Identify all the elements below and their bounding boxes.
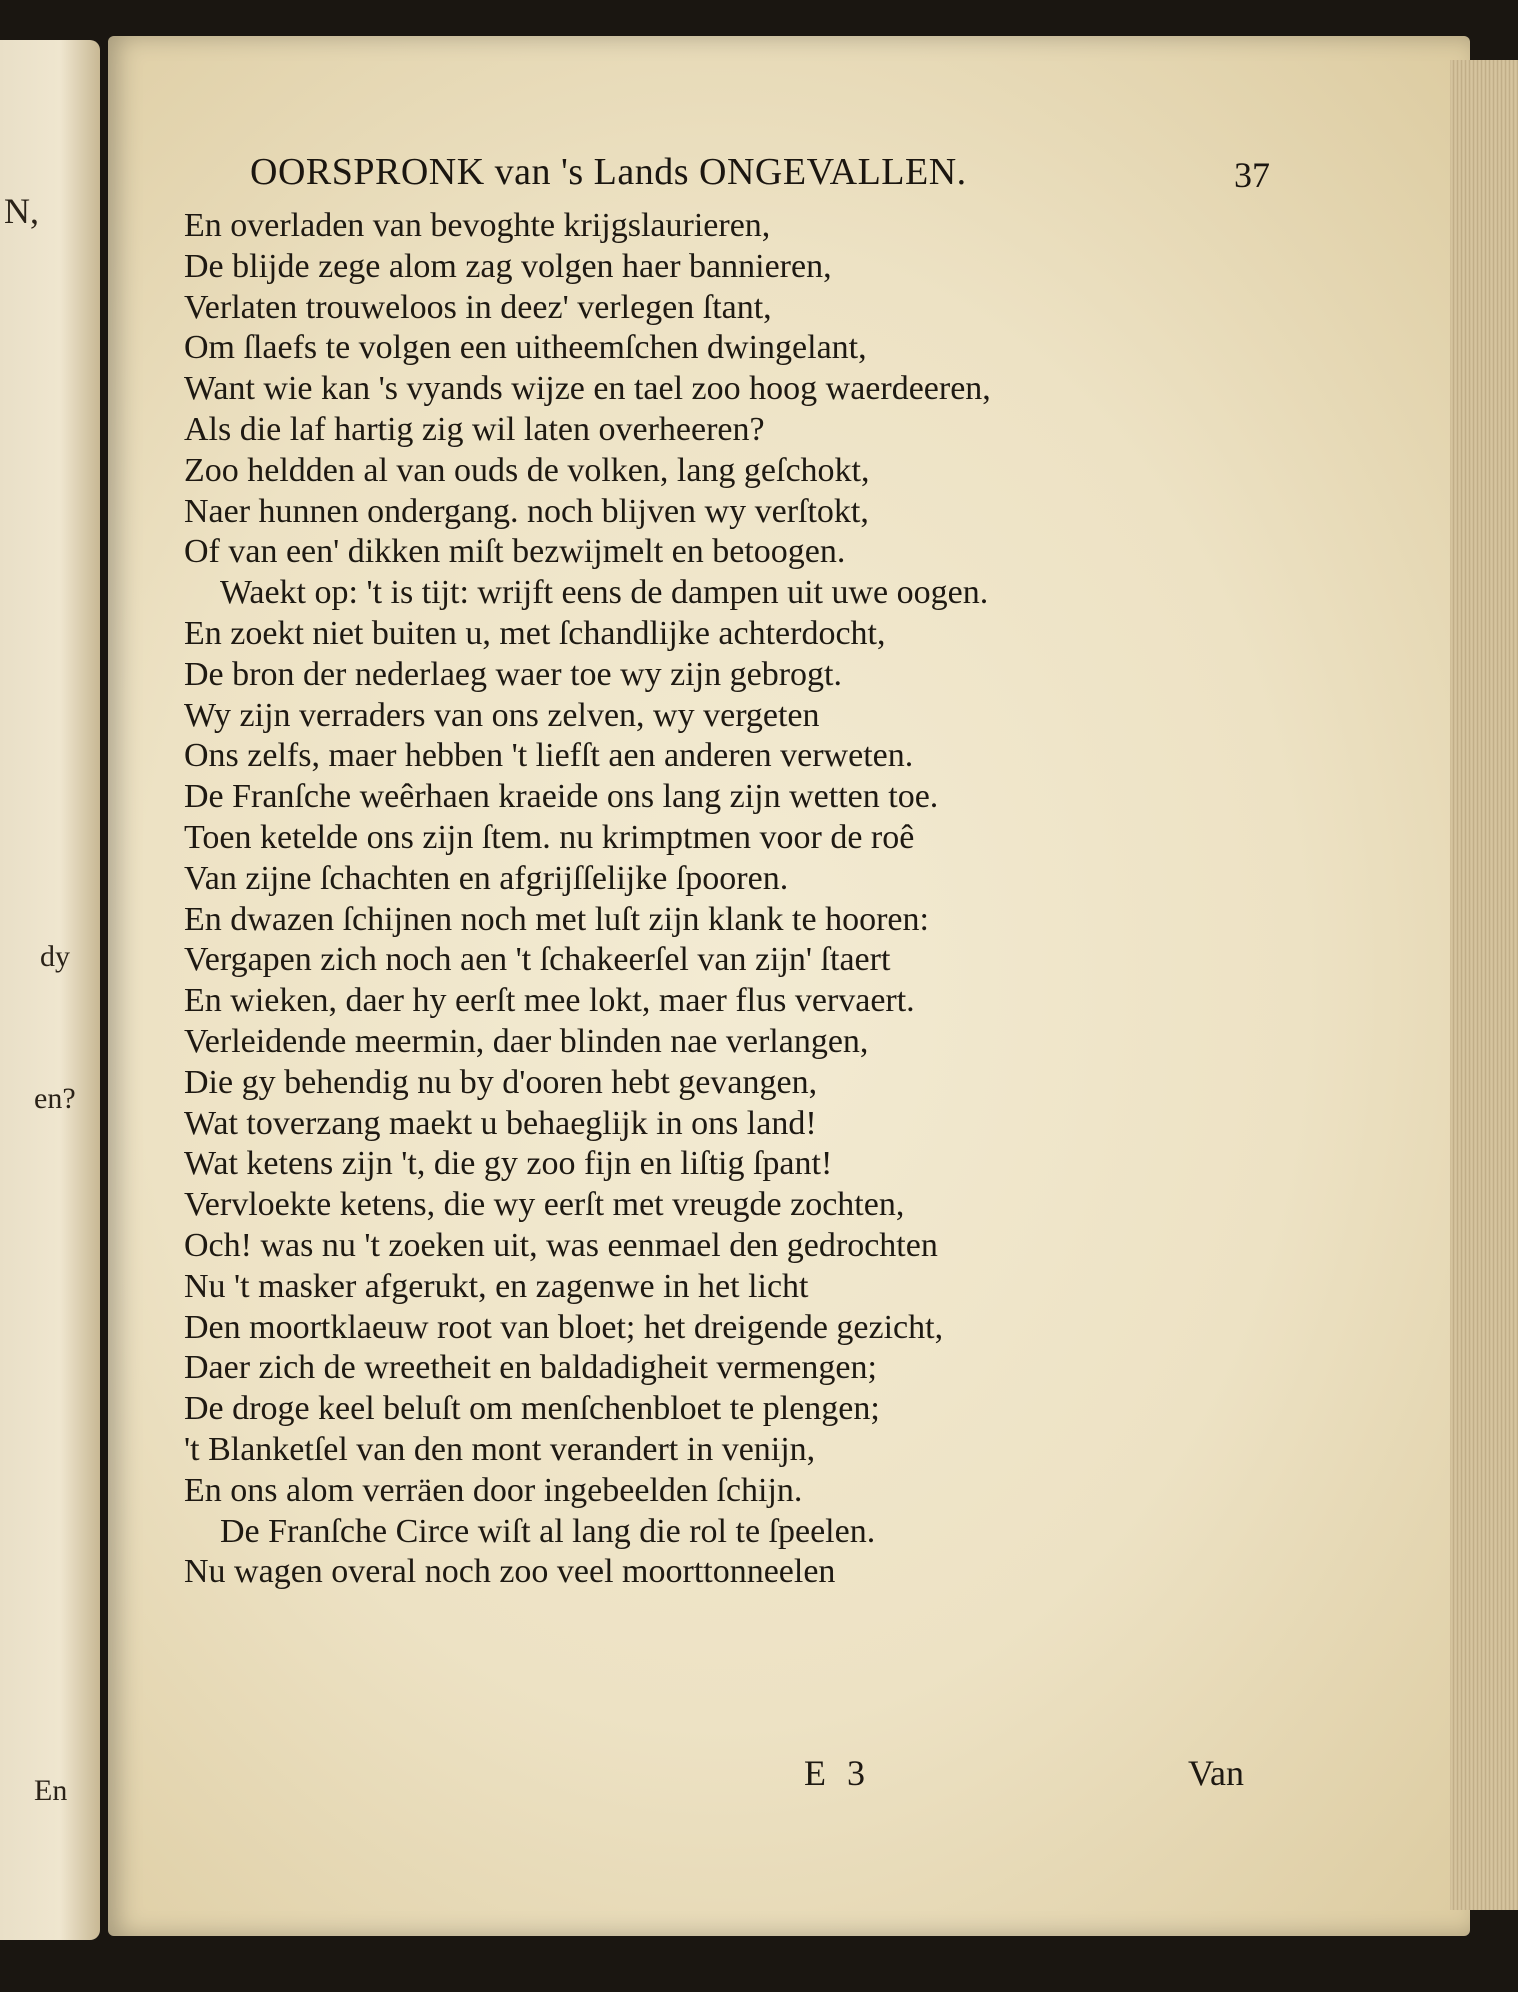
verse-line: Wy zijn verraders van ons zelven, wy vergeten [184, 696, 820, 734]
page-block-edge [1450, 60, 1518, 1910]
verse-block [184, 206, 1264, 1593]
verse-line: Wat toverzang maekt u behaeglijk in ons land! [184, 1104, 817, 1142]
verse-line: Vergapen zich noch aen 't ſchakeerſel van zijn' ſtaert [184, 941, 891, 979]
verse-line: Wat ketens zijn 't, die gy zoo fijn en liſtig ſpant! [184, 1145, 833, 1183]
page-footer [184, 1752, 1244, 1800]
running-head [250, 150, 1270, 200]
verse-line: 't Blanketſel van den mont verandert in venijn, [184, 1430, 816, 1468]
verse-line: Waekt op: 't is tijt: wrijft eens de dampen uit uwe oogen. [220, 574, 989, 612]
signature-mark: E 3 [804, 1753, 871, 1793]
verse-line: Die gy behendig nu by d'ooren hebt gevangen, [184, 1063, 818, 1101]
verse-line: Ons zelfs, maer hebben 't liefſt aen anderen verweten. [184, 737, 914, 775]
verse-line: Nu wagen overal noch zoo veel moorttonneelen [184, 1553, 836, 1591]
verse-line: Verlaten trouweloos in deez' verlegen ſtant, [184, 288, 772, 326]
verse-line: En dwazen ſchijnen noch met luſt zijn klank te hooren: [184, 900, 929, 938]
page-number: 37 [1234, 155, 1270, 195]
verse-line: De droge keel beluſt om menſchenbloet te plengen; [184, 1390, 880, 1428]
verse-line: De Franſche Circe wiſt al lang die rol te ſpeelen. [220, 1512, 876, 1550]
verse-line: Of van een' dikken miſt bezwijmelt en betoogen. [184, 533, 846, 571]
verse-line: En wieken, daer hy eerſt mee lokt, maer flus vervaert. [184, 982, 915, 1020]
verse-line: Naer hunnen ondergang. noch blijven wy verſtokt, [184, 492, 869, 530]
verse-line: Want wie kan 's vyands wijze en tael zoo hoog waerdeeren, [184, 370, 991, 408]
verse-line: Daer zich de wreetheit en baldadigheit vermengen; [184, 1349, 877, 1387]
left-page-fragment: en? [34, 1082, 76, 1115]
left-page-fragment: En [34, 1774, 68, 1807]
verse-line: Van zijne ſchachten en afgrijſſelijke ſpooren. [184, 859, 789, 897]
catchword: Van [1188, 1753, 1244, 1793]
verse-line: En overladen van bevoghte krijgslaurieren, [184, 207, 771, 244]
verse-line: Vervloekte ketens, die wy eerſt met vreugde zochten, [184, 1186, 905, 1224]
verse-line: Nu 't masker afgerukt, en zagenwe in het licht [184, 1267, 809, 1305]
running-head-title: OORSPRONK van 's Lands ONGEVALLEN. [250, 151, 967, 193]
verse-line: En zoekt niet buiten u, met ſchandlijke achterdocht, [184, 614, 886, 652]
verse-line: Och! was nu 't zoeken uit, was eenmael den gedrochten [184, 1226, 938, 1264]
left-page-edge [0, 40, 100, 1940]
verse-line: Toen ketelde ons zijn ſtem. nu krimptmen voor de roê [184, 818, 915, 856]
left-page-fragment: N, [4, 191, 39, 231]
verse-line: Zoo heldden al van ouds de volken, lang geſchokt, [184, 451, 870, 489]
verse-line: Om ſlaefs te volgen een uitheemſchen dwingelant, [184, 329, 867, 367]
verse-line: De Franſche weêrhaen kraeide ons lang zijn wetten toe. [184, 778, 939, 816]
verse-line: En ons alom verräen door ingebeelden ſchijn. [184, 1471, 803, 1509]
verse-line: De blijde zege alom zag volgen haer bannieren, [184, 247, 832, 285]
verse-line: De bron der nederlaeg waer toe wy zijn gebrogt. [184, 655, 843, 693]
verse-line: Verleidende meermin, daer blinden nae verlangen, [184, 1022, 869, 1060]
verse-line: Den moortklaeuw root van bloet; het dreigende gezicht, [184, 1308, 944, 1346]
left-page-fragment: dy [40, 940, 70, 973]
verse-line: Als die laf hartig zig wil laten overheeren? [184, 410, 765, 448]
